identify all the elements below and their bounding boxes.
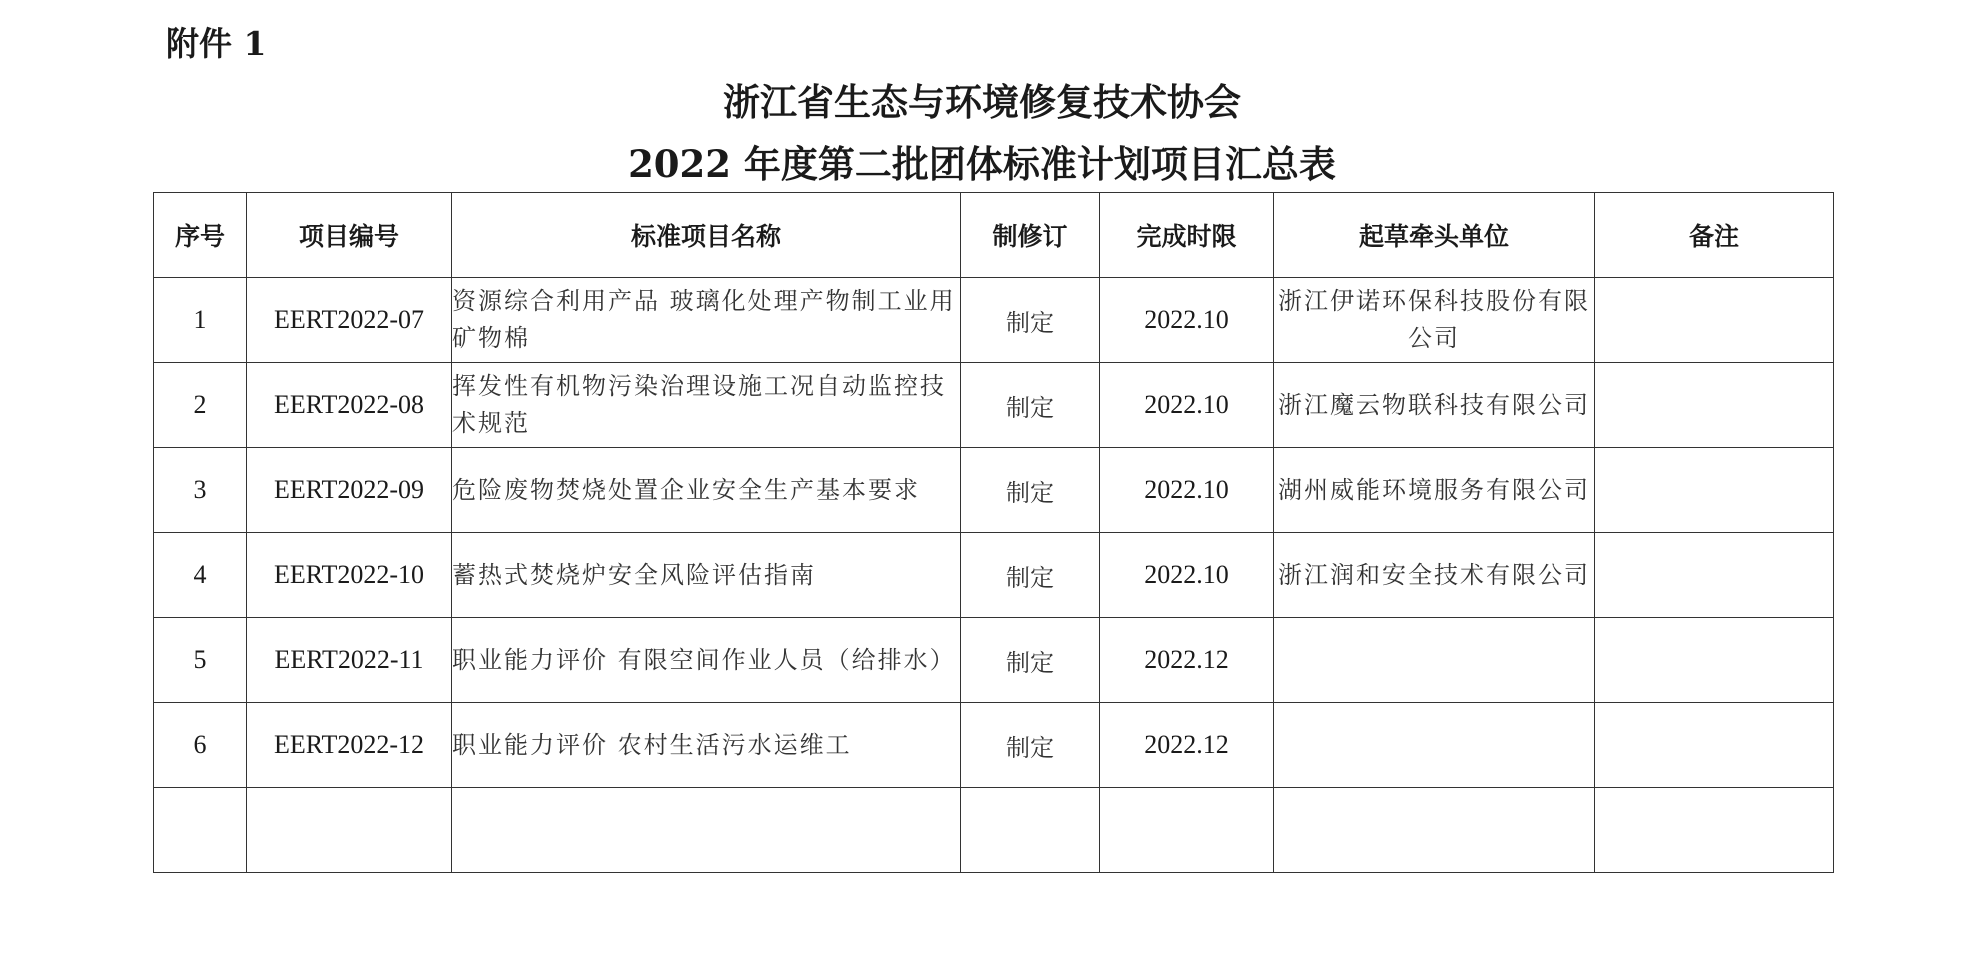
cell-unit-text: 浙江润和安全技术有限公司 xyxy=(1278,560,1590,589)
cell-code: EERT2022-10 xyxy=(247,533,452,618)
table-row xyxy=(154,448,1834,533)
cell-seq: 1 xyxy=(154,278,247,363)
table-row xyxy=(154,278,1834,363)
standards-table xyxy=(153,192,1834,873)
cell-deadline: 2022.10 xyxy=(1100,448,1274,533)
cell-seq: 6 xyxy=(154,703,247,788)
cell-name-text: 挥发性有机物污染治理设施工况自动监控技术规范 xyxy=(452,372,946,437)
cell-seq: 4 xyxy=(154,533,247,618)
header-code: 项目编号 xyxy=(247,193,452,278)
cell-remark xyxy=(1595,533,1834,618)
cell-remark xyxy=(1595,703,1834,788)
header-seq: 序号 xyxy=(154,193,247,278)
cell-code: EERT2022-12 xyxy=(247,703,452,788)
cell-unit xyxy=(1274,448,1595,533)
cell-type: 制定 xyxy=(961,363,1100,448)
cell-remark xyxy=(1595,448,1834,533)
cell-type xyxy=(961,788,1100,873)
header-type: 制修订 xyxy=(961,193,1100,278)
cell-type: 制定 xyxy=(961,448,1100,533)
cell-deadline: 2022.10 xyxy=(1100,533,1274,618)
table-header-row xyxy=(154,193,1834,278)
cell-code: EERT2022-07 xyxy=(247,278,452,363)
table-row xyxy=(154,363,1834,448)
cell-name xyxy=(452,618,961,703)
cell-type: 制定 xyxy=(961,278,1100,363)
cell-code: EERT2022-09 xyxy=(247,448,452,533)
cell-unit xyxy=(1274,533,1595,618)
header-deadline: 完成时限 xyxy=(1100,193,1274,278)
cell-seq: 5 xyxy=(154,618,247,703)
document-title: 浙江省生态与环境修复技术协会 xyxy=(723,80,1241,124)
header-remark: 备注 xyxy=(1595,193,1834,278)
cell-deadline: 2022.12 xyxy=(1100,618,1274,703)
cell-remark xyxy=(1595,788,1834,873)
cell-seq: 3 xyxy=(154,448,247,533)
cell-name-text: 职业能力评价 农村生活污水运维工 xyxy=(452,730,852,759)
header-name: 标准项目名称 xyxy=(452,193,961,278)
cell-deadline xyxy=(1100,788,1274,873)
cell-unit xyxy=(1274,363,1595,448)
cell-name xyxy=(452,788,961,873)
cell-type: 制定 xyxy=(961,703,1100,788)
cell-remark xyxy=(1595,363,1834,448)
cell-type: 制定 xyxy=(961,618,1100,703)
cell-seq: 2 xyxy=(154,363,247,448)
cell-deadline: 2022.12 xyxy=(1100,703,1274,788)
cell-type: 制定 xyxy=(961,533,1100,618)
cell-unit xyxy=(1274,618,1595,703)
cell-name xyxy=(452,703,961,788)
cell-remark xyxy=(1595,618,1834,703)
table-row-empty xyxy=(154,788,1834,873)
cell-name-text: 危险废物焚烧处置企业安全生产基本要求 xyxy=(452,475,920,504)
cell-code xyxy=(247,788,452,873)
attachment-label: 附件 1 xyxy=(166,24,267,63)
table-row xyxy=(154,703,1834,788)
cell-name xyxy=(452,533,961,618)
cell-remark xyxy=(1595,278,1834,363)
cell-name xyxy=(452,278,961,363)
cell-unit xyxy=(1274,703,1595,788)
cell-deadline: 2022.10 xyxy=(1100,363,1274,448)
cell-code: EERT2022-08 xyxy=(247,363,452,448)
table-row xyxy=(154,618,1834,703)
document-subtitle: 2022 年度第二批团体标准计划项目汇总表 xyxy=(628,142,1336,186)
cell-unit xyxy=(1274,788,1595,873)
table-row xyxy=(154,533,1834,618)
cell-unit-text: 浙江魔云物联科技有限公司 xyxy=(1278,390,1590,419)
cell-unit-text: 浙江伊诺环保科技股份有限公司 xyxy=(1278,287,1590,352)
cell-deadline: 2022.10 xyxy=(1100,278,1274,363)
cell-code: EERT2022-11 xyxy=(247,618,452,703)
cell-unit xyxy=(1274,278,1595,363)
cell-name xyxy=(452,448,961,533)
cell-unit-text: 湖州威能环境服务有限公司 xyxy=(1278,475,1590,504)
cell-name xyxy=(452,363,961,448)
cell-name-text: 蓄热式焚烧炉安全风险评估指南 xyxy=(452,560,816,589)
cell-name-text: 职业能力评价 有限空间作业人员（给排水） xyxy=(452,645,956,674)
cell-name-text: 资源综合利用产品 玻璃化处理产物制工业用矿物棉 xyxy=(452,287,956,352)
header-unit: 起草牵头单位 xyxy=(1274,193,1595,278)
cell-seq xyxy=(154,788,247,873)
